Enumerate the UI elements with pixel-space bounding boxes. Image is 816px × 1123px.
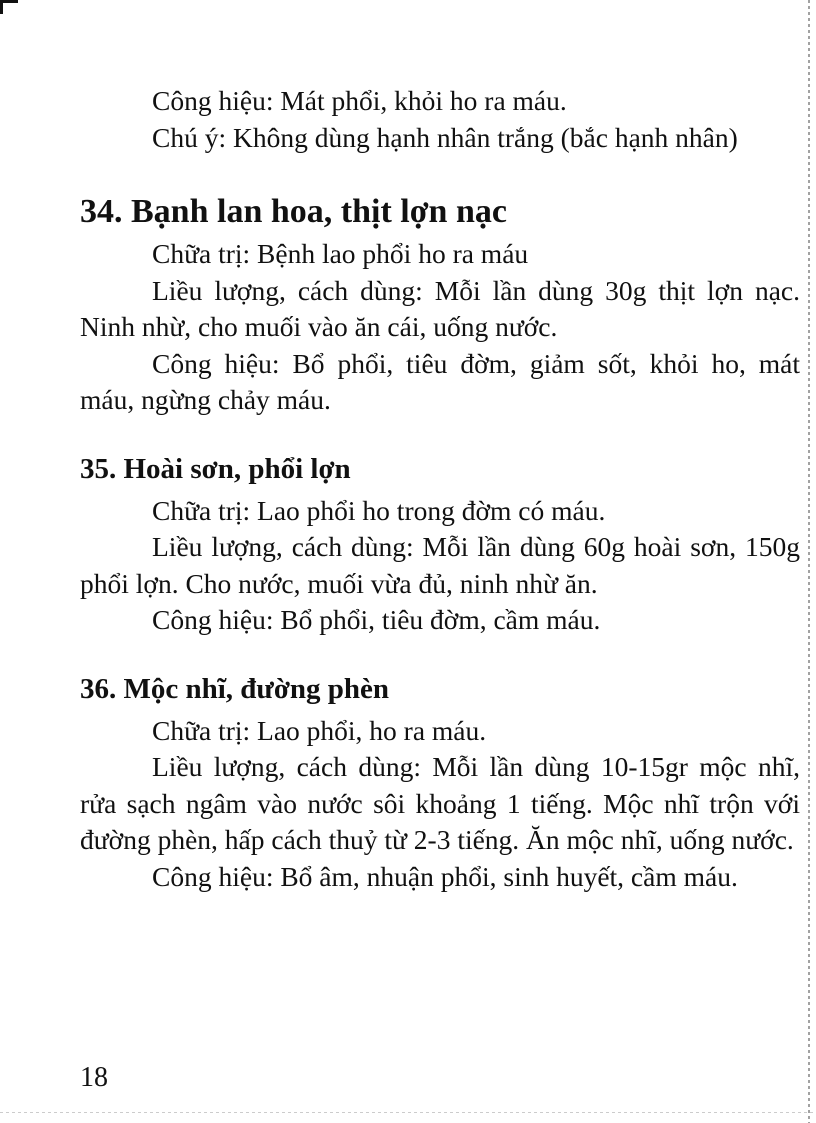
scan-corner-mark-vertical [0, 0, 3, 14]
section-34-treats: Chữa trị: Bệnh lao phổi ho ra máu [152, 238, 529, 269]
page-body [80, 83, 800, 895]
scan-right-edge [808, 0, 810, 1123]
section-heading-35: 35. Hoài sơn, phổi lợn [80, 452, 351, 485]
section-heading-34: 34. Bạnh lan hoa, thịt lợn nạc [80, 193, 507, 230]
section-34-dosage: Liều lượng, cách dùng: Mỗi lần dùng 30g thịt lợn nạc. Ninh nhừ, cho muối vào ăn cái, uống nước. [80, 274, 800, 342]
section-36-treats: Chữa trị: Lao phổi, ho ra máu. [152, 714, 487, 746]
section-35-effect: Công hiệu: Bổ phổi, tiêu đờm, cầm máu. [152, 604, 601, 635]
page-number: 18 [80, 1062, 108, 1093]
intro-effect-paragraph: Công hiệu: Mát phổi, khỏi ho ra máu. [152, 85, 567, 116]
section-35-dosage: Liều lượng, cách dùng: Mỗi lần dùng 60g hoài sơn, 150g phổi lợn. Cho nước, muối vừa đủ, ninh nhừ ăn. [80, 531, 800, 599]
section-34-effect: Công hiệu: Bổ phổi, tiêu đờm, giảm sốt, khỏi ho, mát máu, ngừng chảy máu. [80, 347, 800, 415]
intro-note-paragraph: Chú ý: Không dùng hạnh nhân trắng (bắc hạnh nhân) [152, 121, 738, 153]
scan-bottom-edge [0, 1112, 816, 1113]
section-36-dosage: Liều lượng, cách dùng: Mỗi lần dùng 10-15gr mộc nhĩ, rửa sạch ngâm vào nước sôi khoảng 1 tiếng. Mộc nhĩ trộn với đường phèn, hấp cách thuỷ từ 2-3 tiếng. Ăn mộc nhĩ, uống nước. [80, 751, 800, 855]
section-35-treats: Chữa trị: Lao phổi ho trong đờm có máu. [152, 494, 606, 526]
section-heading-36: 36. Mộc nhĩ, đường phèn [80, 672, 390, 705]
section-36-effect: Công hiệu: Bổ âm, nhuận phổi, sinh huyết, cầm máu. [152, 860, 738, 892]
